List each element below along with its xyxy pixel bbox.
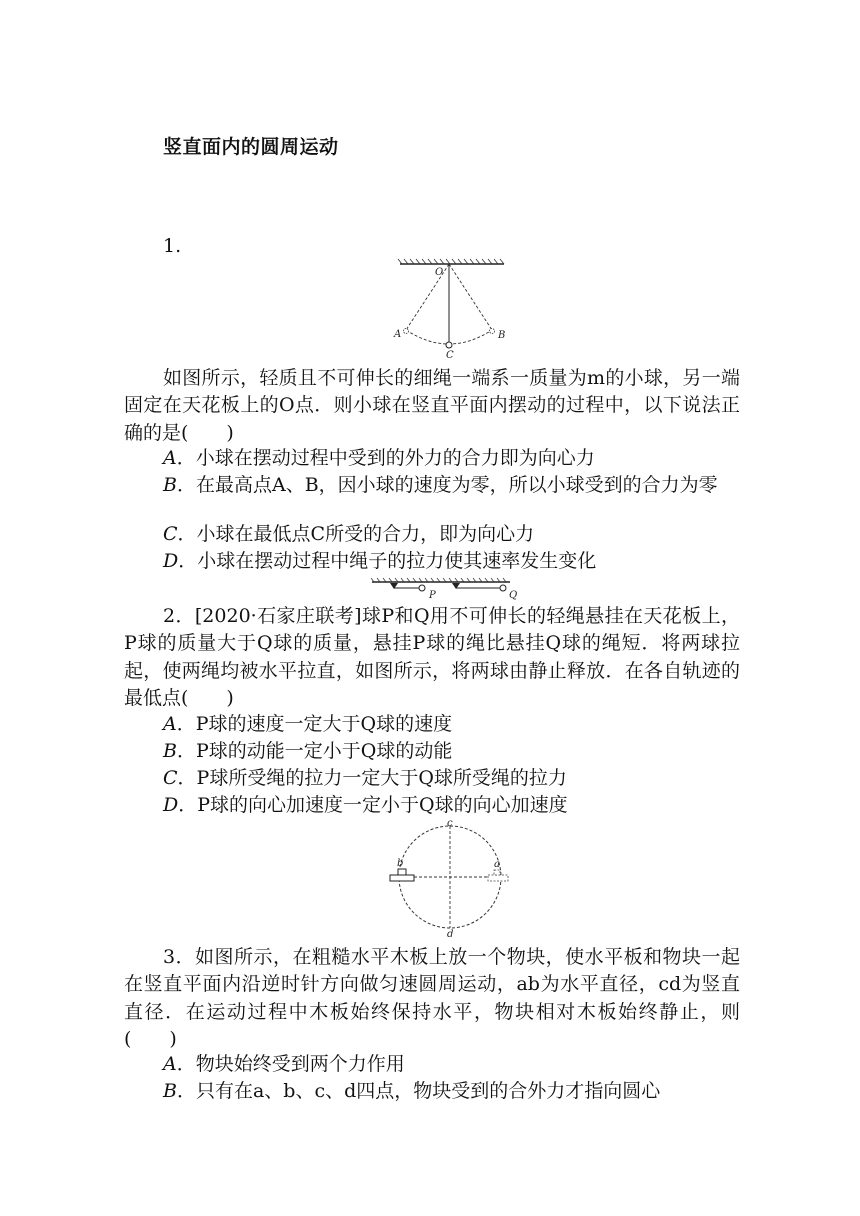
question-1-option-b — [124, 472, 740, 499]
question-1-option-a — [163, 445, 595, 472]
option-letter: B — [163, 1080, 177, 1102]
option-text: ．P球的速度一定大于Q球的速度 — [176, 713, 453, 735]
option-text: ．P球的向心加速度一定小于Q球的向心加速度 — [178, 794, 568, 816]
section-title: 竖直面内的圆周运动 — [163, 136, 339, 158]
option-letter: D — [163, 794, 179, 816]
two-balls-figure — [370, 576, 520, 600]
question-2-stem: 2．[2020·石家庄联考]球P和Q用不可伸长的轻绳悬挂在天花板上，P球的质量大于Q球的质量，悬挂P球的绳比悬挂Q球的绳短．将两球拉起，使两绳均被水平拉直，如图所示，将两球由静止释放．在各自轨迹的最低点( ) — [124, 605, 740, 709]
option-text: ．小球在摆动过程中受到的外力的合力即为向心力 — [176, 447, 595, 469]
label-b: B — [498, 330, 506, 341]
question-2-option-a — [163, 711, 452, 738]
label-c: C — [446, 350, 454, 361]
option-letter: A — [163, 447, 177, 469]
circle-board-figure — [388, 818, 512, 938]
option-letter: B — [163, 474, 177, 496]
question-2-option-b — [163, 738, 452, 765]
question-3-option-a — [163, 1051, 405, 1078]
option-letter: D — [163, 550, 179, 572]
question-1-option-c — [163, 521, 534, 548]
option-text: ．物块始终受到两个力作用 — [176, 1053, 405, 1075]
label-p: P — [429, 590, 436, 601]
option-text: ．小球在最低点C所受的合力，即为向心力 — [177, 523, 535, 545]
question-2-option-c — [163, 765, 567, 792]
option-letter: A — [163, 1053, 177, 1075]
label-c: c — [447, 818, 453, 829]
option-letter: C — [163, 767, 178, 789]
question-1-number: 1. — [163, 235, 182, 257]
question-2-option-d — [163, 792, 568, 819]
option-letter: B — [163, 740, 177, 762]
option-letter: A — [163, 713, 177, 735]
option-text: ．小球在摆动过程中绳子的拉力使其速率发生变化 — [178, 550, 597, 572]
label-b: b — [397, 858, 404, 869]
option-letter: C — [163, 523, 178, 545]
question-3-option-b — [163, 1078, 660, 1105]
question-1-stem: 如图所示，轻质且不可伸长的细绳一端系一质量为m的小球，另一端固定在天花板上的O点．则小球在竖直平面内摆动的过程中，以下说法正确的是( ) — [124, 367, 740, 444]
label-a: a — [494, 859, 500, 870]
label-o: O — [435, 267, 444, 278]
option-text: ．P球所受绳的拉力一定大于Q球所受绳的拉力 — [177, 767, 567, 789]
option-text: ．只有在a、b、c、d四点，物块受到的合外力才指向圆心 — [176, 1080, 661, 1102]
question-3-stem: 3．如图所示，在粗糙水平木板上放一个物块，使水平板和物块一起在竖直平面内沿逆时针方向做匀速圆周运动，ab为水平直径，cd为竖直直径．在运动过程中木板始终保持水平，物块相对木板始终静止，则( ) — [124, 946, 740, 1050]
label-a: A — [394, 329, 402, 340]
pendulum-figure — [392, 258, 516, 362]
label-d: d — [447, 929, 454, 940]
option-text: ．P球的动能一定小于Q球的动能 — [176, 740, 453, 762]
label-q: Q — [509, 590, 518, 601]
option-text: ．在最高点A、B，因小球的速度为零，所以小球受到的合力为零 — [176, 474, 718, 496]
question-1-option-d — [163, 548, 596, 575]
